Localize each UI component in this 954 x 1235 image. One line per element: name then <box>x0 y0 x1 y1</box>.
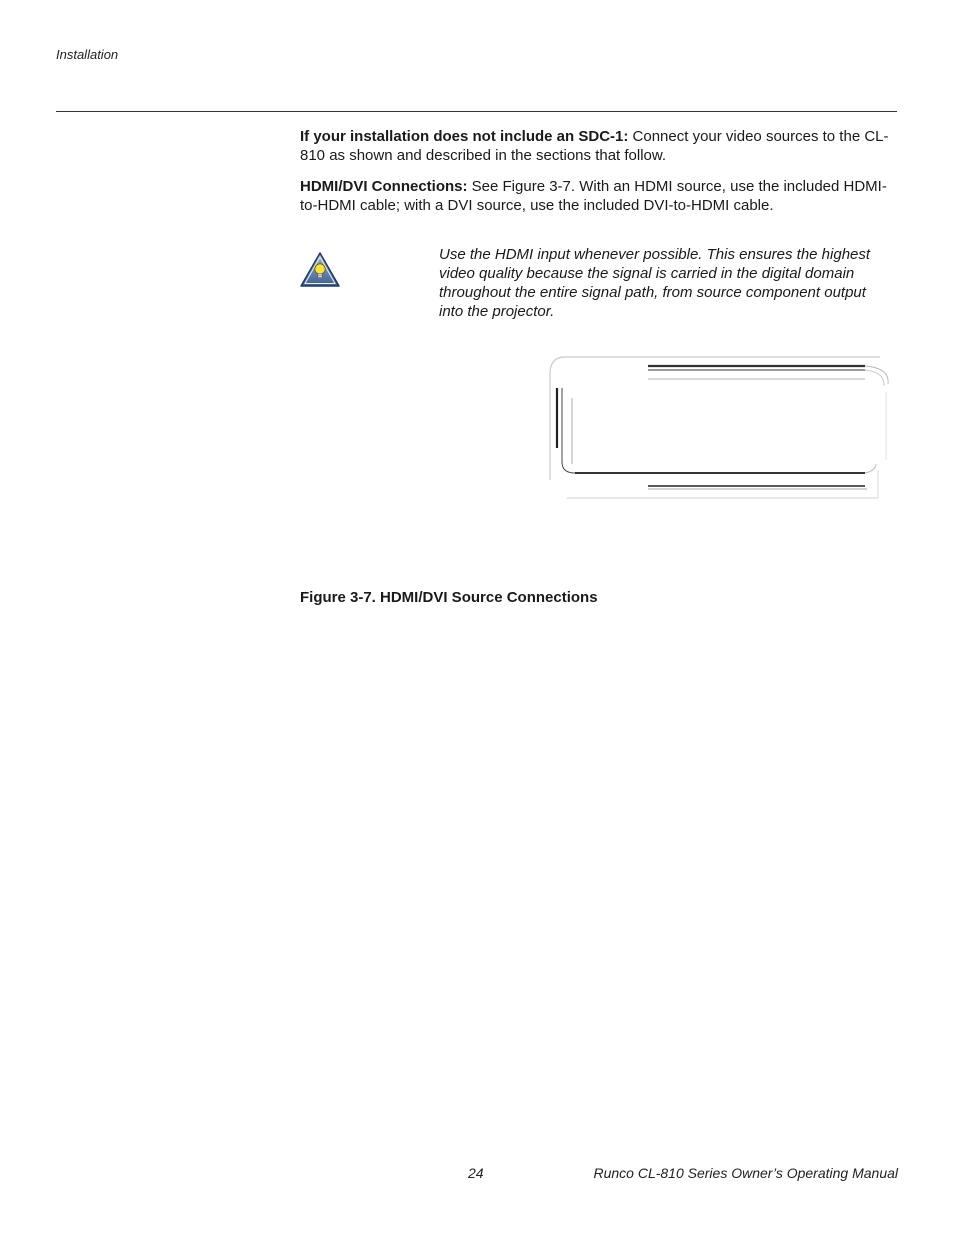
tip-text: Use the HDMI input whenever possible. This ensures the highest video quality because the signal is carried in the digital domain throughout the entire signal path, from source component output into the projector. <box>439 246 871 320</box>
manual-title: Runco CL-810 Series Owner’s Operating Manual <box>593 1165 898 1181</box>
lightbulb-tip-icon <box>300 252 340 288</box>
header-rule <box>56 111 897 112</box>
figure-hdmi-dvi-connections <box>545 352 895 504</box>
paragraph-lead: If your installation does not include an SDC-1: <box>300 128 629 145</box>
running-head: Installation <box>56 47 119 62</box>
figure-caption: Figure 3-7. HDMI/DVI Source Connections <box>300 589 598 606</box>
paragraph-hdmi-dvi <box>300 177 890 215</box>
page-number: 24 <box>468 1165 484 1181</box>
paragraph-text: Connect your video sources to the CL-810 as shown and described in the sections that follow. <box>300 128 889 164</box>
paragraph-no-sdc1 <box>300 127 890 165</box>
paragraph-text: See Figure 3-7. With an HDMI source, use the included HDMI-to-HDMI cable; with a DVI source, use the included DVI-to-HDMI cable. <box>300 178 887 214</box>
paragraph-lead: HDMI/DVI Connections: <box>300 178 468 195</box>
